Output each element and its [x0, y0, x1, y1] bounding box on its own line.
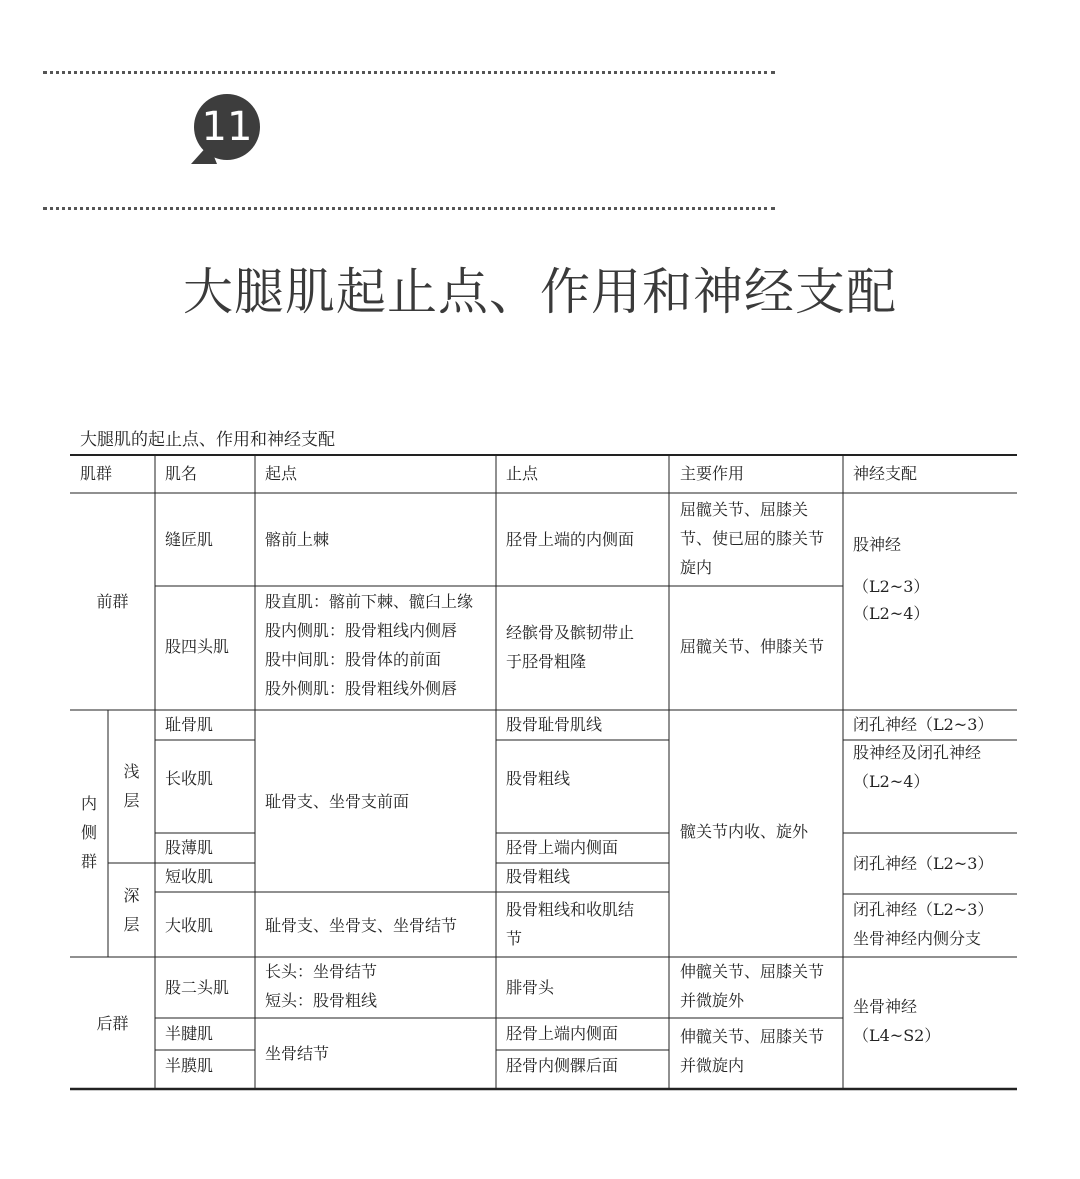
origin-medial-shared: 耻骨支、坐骨支前面: [265, 792, 410, 811]
insertion-sartorius: 胫骨上端的内侧面: [506, 530, 635, 549]
origin-biceps-femoris: 长头：坐骨结节 短头：股骨粗线: [265, 962, 378, 1010]
group-back: 后群: [96, 1014, 129, 1033]
action-biceps-femoris: 伸髋关节、屈膝关节 并微旋外: [680, 962, 825, 1010]
insertion-adductor-brevis: 股骨粗线: [506, 867, 571, 886]
action-quadriceps: 屈髋关节、伸膝关节: [680, 637, 825, 656]
origin-sartorius: 髂前上棘: [265, 530, 330, 549]
col-header-origin: 起点: [265, 464, 298, 483]
group-medial: 内 侧 群: [80, 794, 97, 871]
insertion-quadriceps: 经髌骨及髌韧带止 于胫骨粗隆: [506, 623, 635, 671]
action-medial-shared: 髋关节内收、旋外: [680, 822, 809, 841]
muscle-pectineus: 耻骨肌: [165, 715, 214, 734]
insertion-adductor-magnus: 股骨粗线和收肌结 节: [506, 900, 635, 948]
top-dotted-divider: [43, 71, 775, 74]
nerve-adductor-magnus: 闭孔神经（L2~3） 坐骨神经内侧分支: [853, 900, 994, 948]
insertion-biceps-femoris: 腓骨头: [506, 978, 555, 997]
nerve-pectineus: 闭孔神经（L2~3）: [853, 715, 994, 734]
origin-quadriceps: 股直肌：髂前下棘、髋臼上缘 股内侧肌：股骨粗线内侧唇 股中间肌：股骨体的前面 股外侧肌：股骨粗线外侧唇: [265, 592, 474, 698]
group-front: 前群: [96, 592, 129, 611]
action-sartorius: 屈髋关节、屈膝关 节、使已屈的膝关节 旋内: [680, 500, 825, 577]
bottom-dotted-divider: [43, 207, 775, 210]
layer-deep: 深 层: [123, 886, 140, 934]
table-caption: 大腿肌的起止点、作用和神经支配: [80, 430, 335, 450]
muscle-table: [70, 454, 1017, 1091]
col-header-muscle: 肌名: [165, 464, 198, 483]
muscle-biceps-femoris: 股二头肌: [165, 978, 230, 997]
insertion-semitendinosus: 胫骨上端内侧面: [506, 1024, 619, 1043]
nerve-front-seg-a: （L2~3）: [853, 577, 930, 596]
col-header-group: 肌群: [80, 464, 113, 483]
col-header-insertion: 止点: [506, 464, 539, 483]
action-semi-shared: 伸髋关节、屈膝关节 并微旋内: [680, 1027, 825, 1075]
nerve-back: 坐骨神经 （L4~S2）: [853, 997, 941, 1045]
nerve-front: 股神经: [853, 535, 902, 554]
page-title: 大腿肌起止点、作用和神经支配: [183, 263, 897, 321]
col-header-action: 主要作用: [680, 464, 745, 483]
muscle-semitendinosus: 半腱肌: [165, 1024, 214, 1043]
muscle-semimembranosus: 半膜肌: [165, 1056, 214, 1075]
badge-number: 11: [201, 104, 253, 150]
muscle-gracilis: 股薄肌: [165, 838, 214, 857]
insertion-adductor-longus: 股骨粗线: [506, 769, 571, 788]
muscle-adductor-magnus: 大收肌: [165, 916, 214, 935]
origin-semi-shared: 坐骨结节: [265, 1044, 330, 1063]
col-header-nerve: 神经支配: [853, 464, 918, 483]
origin-adductor-magnus: 耻骨支、坐骨支、坐骨结节: [265, 916, 458, 935]
muscle-adductor-longus: 长收肌: [165, 769, 214, 788]
nerve-gracilis-brevis: 闭孔神经（L2~3）: [853, 854, 994, 873]
muscle-adductor-brevis: 短收肌: [165, 867, 214, 886]
nerve-adductor-longus: 股神经及闭孔神经 （L2~4）: [853, 743, 982, 791]
insertion-gracilis: 胫骨上端内侧面: [506, 838, 619, 857]
muscle-quadriceps: 股四头肌: [165, 637, 230, 656]
number-badge: [189, 94, 265, 164]
nerve-front-seg-b: （L2~4）: [853, 604, 930, 623]
insertion-pectineus: 股骨耻骨肌线: [506, 715, 603, 734]
layer-superficial: 浅 层: [123, 762, 140, 810]
insertion-semimembranosus: 胫骨内侧髁后面: [506, 1056, 619, 1075]
muscle-sartorius: 缝匠肌: [165, 530, 214, 549]
